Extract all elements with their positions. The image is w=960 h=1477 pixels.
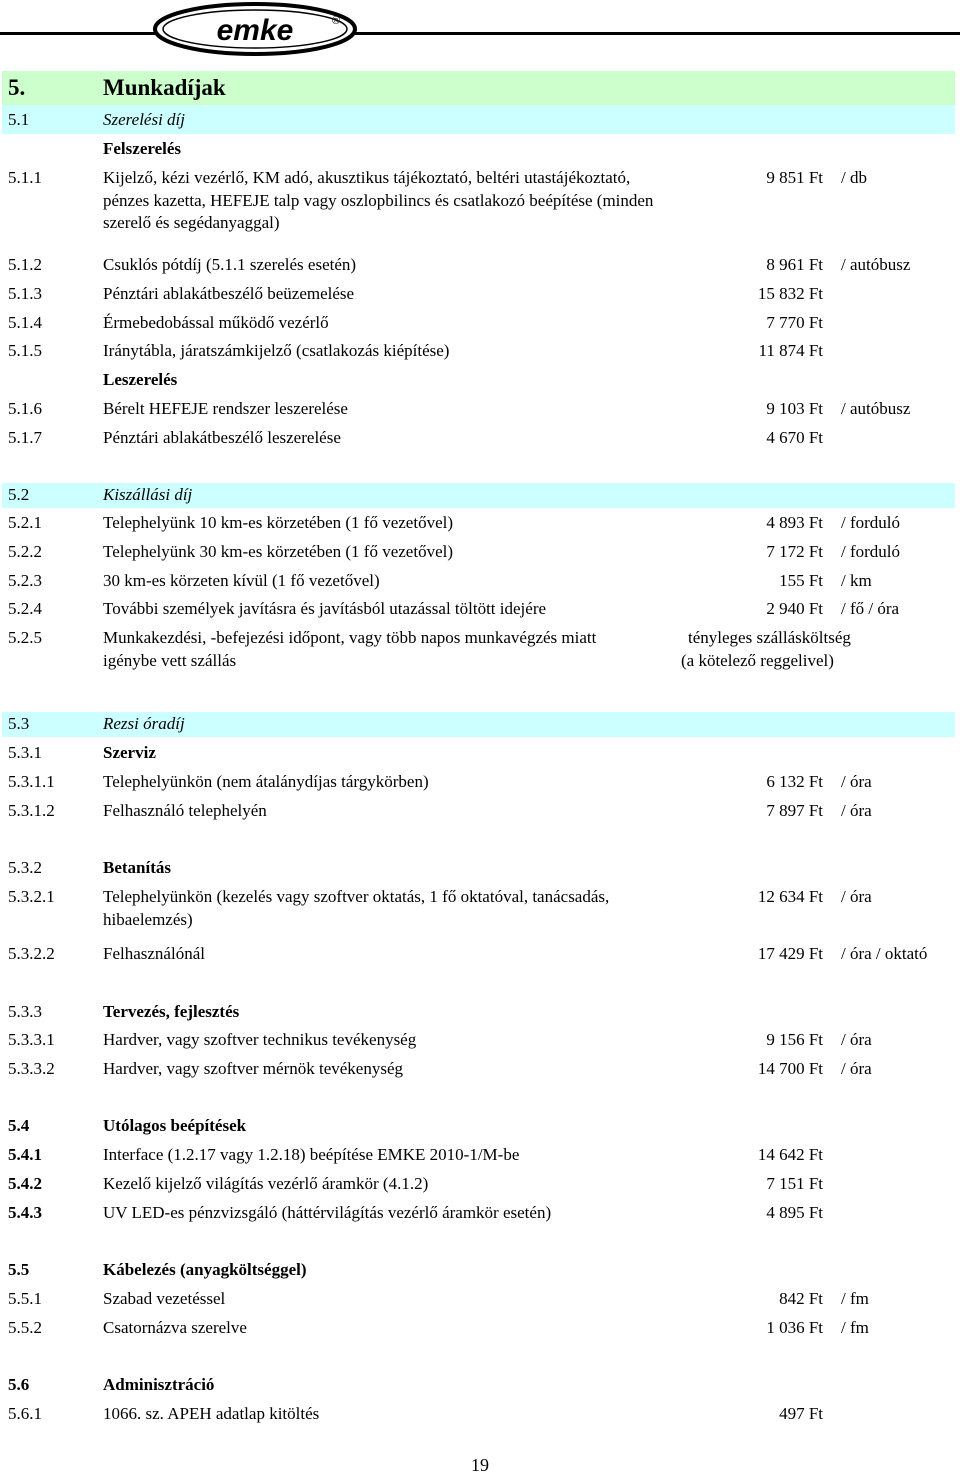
item-price: 17 429 Ft [757, 944, 823, 963]
item-number: 5.2.3 [8, 571, 42, 590]
item-number: 5.1.7 [8, 428, 42, 447]
registered-mark: ® [331, 15, 341, 27]
group-felszereles [0, 138, 960, 162]
item-5-4-3 [0, 1202, 960, 1226]
item-unit: / fm [841, 1289, 869, 1308]
item-5-4-1 [0, 1144, 960, 1168]
item-number: 5.3.3.1 [8, 1030, 55, 1049]
item-number: 5.1.1 [8, 168, 42, 187]
item-5-4-2 [0, 1173, 960, 1197]
item-number: 5.2.1 [8, 513, 42, 532]
item-unit: / db [841, 168, 867, 187]
item-text: Telephelyünkön (nem átalánydíjas tárgykörben) [103, 772, 429, 791]
item-text: UV LED-es pénzvizsgáló (háttérvilágítás vezérlő áramkör esetén) [103, 1203, 552, 1222]
header-rule-right [352, 32, 960, 35]
item-price: 4 893 Ft [766, 513, 823, 532]
group-title: Felszerelés [103, 139, 182, 158]
item-text: Hardver, vagy szoftver mérnök tevékenység [103, 1059, 404, 1078]
item-price: 7 770 Ft [766, 313, 823, 332]
item-text: Csatornázva szerelve [103, 1318, 247, 1337]
group-5-3-3 [0, 1001, 960, 1025]
item-price: 12 634 Ft [757, 887, 823, 906]
item-5-1-5 [0, 340, 960, 364]
item-5-2-2 [0, 541, 960, 565]
item-5-5-2 [0, 1317, 960, 1341]
item-number: 5.3.1.1 [8, 772, 55, 791]
subsection-5-1 [0, 109, 960, 133]
item-price: 14 700 Ft [757, 1059, 823, 1078]
item-5-3-2-1 [0, 886, 960, 934]
item-price: 842 Ft [779, 1289, 823, 1308]
item-text: Telephelyünk 10 km-es körzetében (1 fő vezetővel) [103, 513, 454, 532]
item-number: 5.6.1 [8, 1404, 42, 1423]
item-text: Felhasználó telephelyén [103, 801, 267, 820]
item-5-1-6 [0, 398, 960, 422]
item-price: 9 851 Ft [766, 168, 823, 187]
item-5-1-2 [0, 254, 960, 278]
item-5-2-4 [0, 598, 960, 622]
subsection-title: Szerelési díj [103, 110, 185, 129]
item-5-1-3 [0, 283, 960, 307]
item-text: Telephelyünkön (kezelés vagy szoftver oktatás, 1 fő oktatóval, tanácsadás, hibaelemzés) [103, 887, 610, 929]
item-price: 14 642 Ft [757, 1145, 823, 1164]
item-price-note: tényleges szállásköltség [688, 628, 851, 647]
item-5-3-2-2 [0, 943, 960, 967]
group-title: Leszerelés [103, 370, 178, 389]
item-price: 7 151 Ft [766, 1174, 823, 1193]
item-unit: / forduló [841, 513, 901, 532]
item-number: 5.2.5 [8, 628, 42, 647]
item-5-2-5 [0, 627, 960, 675]
item-number: 5.3.3.2 [8, 1059, 55, 1078]
emke-logo [150, 0, 360, 58]
item-text: Telephelyünk 30 km-es körzetében (1 fő vezetővel) [103, 542, 454, 561]
item-text: Hardver, vagy szoftver technikus tevékenység [103, 1030, 417, 1049]
group-leszereles [0, 369, 960, 393]
subsection-5-6 [0, 1374, 960, 1398]
header-rule-left [0, 32, 160, 35]
item-5-1-7 [0, 427, 960, 451]
item-unit: / forduló [841, 542, 901, 561]
item-text: Iránytábla, járatszámkijelző (csatlakozás kiépítése) [103, 341, 450, 360]
subsection-title: Utólagos beépítések [103, 1116, 247, 1135]
item-number: 5.4.2 [8, 1174, 42, 1193]
subsection-number: 5.2 [8, 485, 30, 504]
item-price: 1 036 Ft [766, 1318, 823, 1337]
item-5-2-1 [0, 512, 960, 536]
item-text: Kijelző, kézi vezérlő, KM adó, akusztikus tájékoztató, beltéri utastájékoztató, pénzes kazetta, HEFEJE talp vagy oszlopbilincs és csatlakozó beépítése (minden szerelő és segédanyaggal) [103, 168, 654, 232]
subsection-title: Kiszállási díj [103, 485, 193, 504]
item-text: Munkakezdési, -befejezési időpont, vagy több napos munkavégzés miatt igénybe vett szállás [103, 628, 597, 670]
group-5-3-1 [0, 742, 960, 766]
item-unit: / óra / oktató [841, 944, 928, 963]
item-text: Felhasználónál [103, 944, 205, 963]
item-5-3-3-2 [0, 1058, 960, 1082]
item-text: Pénztári ablakátbeszélő leszerelése [103, 428, 341, 447]
item-price: 15 832 Ft [757, 284, 823, 303]
item-unit: / óra [841, 887, 872, 906]
item-number: 5.4.1 [8, 1145, 42, 1164]
item-number: 5.1.4 [8, 313, 42, 332]
item-number: 5.2.4 [8, 599, 42, 618]
item-price: 6 132 Ft [766, 772, 823, 791]
item-price: 9 156 Ft [766, 1030, 823, 1049]
subsection-number: 5.5 [8, 1260, 30, 1279]
item-number: 5.3.2.1 [8, 887, 55, 906]
item-5-3-3-1 [0, 1029, 960, 1053]
item-number: 5.1.3 [8, 284, 42, 303]
item-5-2-3 [0, 570, 960, 594]
group-title: Szerviz [103, 743, 156, 762]
subsection-number: 5.6 [8, 1375, 30, 1394]
item-number: 5.5.2 [8, 1318, 42, 1337]
item-5-1-1 [0, 167, 960, 239]
item-unit: / óra [841, 801, 872, 820]
item-price: 7 897 Ft [766, 801, 823, 820]
item-number: 5.1.6 [8, 399, 42, 418]
item-unit: / óra [841, 772, 872, 791]
subsection-title: Rezsi óradíj [103, 714, 185, 733]
subsection-5-5 [0, 1259, 960, 1283]
item-text: További személyek javításra és javításból utazással töltött idejére [103, 599, 547, 618]
subsection-5-4 [0, 1115, 960, 1139]
subsection-number: 5.1 [8, 110, 30, 129]
section-number: 5. [8, 75, 26, 100]
item-number: 5.3.2.2 [8, 944, 55, 963]
item-unit: / fm [841, 1318, 869, 1337]
item-5-3-1-1 [0, 771, 960, 795]
item-number: 5.1.5 [8, 341, 42, 360]
item-unit: / óra [841, 1030, 872, 1049]
item-price: 4 895 Ft [766, 1203, 823, 1222]
item-text: 1066. sz. APEH adatlap kitöltés [103, 1404, 320, 1423]
subsection-number: 5.4 [8, 1116, 30, 1135]
item-unit: / fő / óra [841, 599, 900, 618]
item-price: 155 Ft [779, 571, 823, 590]
group-number: 5.3.2 [8, 858, 42, 877]
item-number: 5.5.1 [8, 1289, 42, 1308]
item-5-5-1 [0, 1288, 960, 1312]
item-price-note-2: (a kötelező reggelivel) [681, 651, 834, 670]
item-5-3-1-2 [0, 800, 960, 824]
group-number: 5.3.1 [8, 743, 42, 762]
group-5-3-2 [0, 857, 960, 881]
item-5-6-1 [0, 1403, 960, 1427]
item-price: 497 Ft [779, 1404, 823, 1423]
item-price: 9 103 Ft [766, 399, 823, 418]
item-unit: / autóbusz [841, 399, 911, 418]
item-number: 5.4.3 [8, 1203, 42, 1222]
item-unit: / km [841, 571, 872, 590]
subsection-5-2 [0, 484, 960, 508]
item-text: 30 km-es körzeten kívül (1 fő vezetővel) [103, 571, 380, 590]
item-price: 11 874 Ft [758, 341, 823, 360]
item-text: Bérelt HEFEJE rendszer leszerelése [103, 399, 348, 418]
item-text: Pénztári ablakátbeszélő beüzemelése [103, 284, 355, 303]
subsection-5-3 [0, 713, 960, 737]
subsection-title: Kábelezés (anyagköltséggel) [103, 1260, 307, 1279]
item-unit: / óra [841, 1059, 872, 1078]
logo-text: emke [216, 14, 294, 47]
item-text: Csuklós pótdíj (5.1.1 szerelés esetén) [103, 255, 357, 274]
item-text: Érmebedobással működő vezérlő [103, 313, 329, 332]
item-text: Kezelő kijelző világítás vezérlő áramkör (4.1.2) [103, 1174, 429, 1193]
page-number: 19 [471, 1455, 489, 1475]
item-unit: / autóbusz [841, 255, 911, 274]
item-text: Interface (1.2.17 vagy 1.2.18) beépítése EMKE 2010-1/M-be [103, 1145, 520, 1164]
item-price: 8 961 Ft [766, 255, 823, 274]
subsection-title: Adminisztráció [103, 1375, 215, 1394]
item-price: 7 172 Ft [766, 542, 823, 561]
section-title: Munkadíjak [103, 75, 226, 100]
item-text: Szabad vezetéssel [103, 1289, 226, 1308]
group-title: Betanítás [103, 858, 171, 877]
item-number: 5.1.2 [8, 255, 42, 274]
section-header [0, 74, 960, 104]
item-number: 5.2.2 [8, 542, 42, 561]
item-5-1-4 [0, 312, 960, 336]
item-price: 2 940 Ft [766, 599, 823, 618]
item-number: 5.3.1.2 [8, 801, 55, 820]
item-price: 4 670 Ft [766, 428, 823, 447]
group-title: Tervezés, fejlesztés [103, 1002, 240, 1021]
subsection-number: 5.3 [8, 714, 30, 733]
group-number: 5.3.3 [8, 1002, 42, 1021]
